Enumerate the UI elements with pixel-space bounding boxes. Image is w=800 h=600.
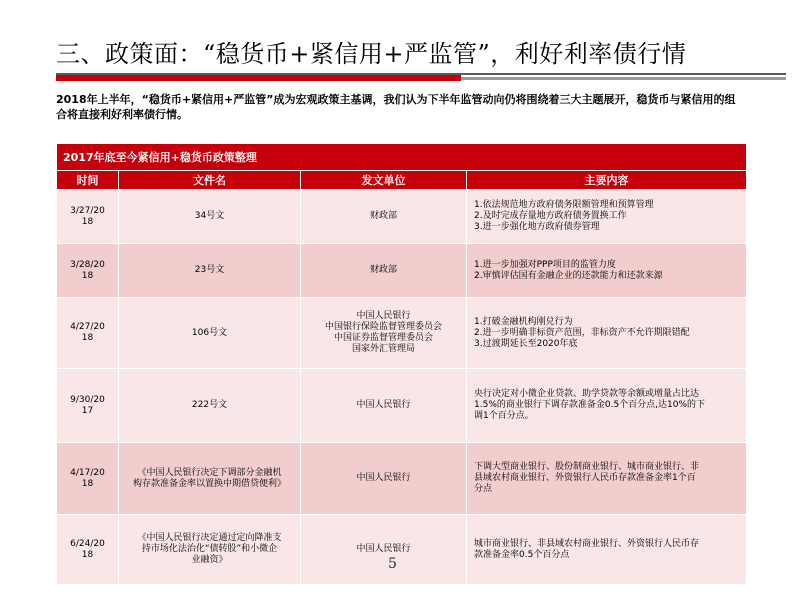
cell-content bbox=[467, 515, 747, 585]
cell-content bbox=[467, 298, 747, 369]
cell-content-line: 2.进一步明确非标资产范围，非标资产不允许期限错配 bbox=[474, 327, 690, 338]
cell-date bbox=[57, 244, 119, 298]
cell-file-line: 持市场化法治化“债转股”和小微企 bbox=[141, 544, 278, 554]
cell-issuer-line: 中国证券监督管理委员会 bbox=[333, 333, 433, 343]
cell-content bbox=[467, 369, 747, 443]
cell-content-line: 1.进一步加强对PPP项目的监管力度 bbox=[474, 259, 616, 270]
cell-content-line: 城市商业银行、非县域农村商业银行、外资银行人民币存 bbox=[474, 538, 700, 549]
cell-date-line: 18 bbox=[81, 549, 94, 560]
table-row bbox=[57, 369, 747, 443]
table-row bbox=[57, 443, 747, 515]
cell-content-line: 央行决定对小微企业贷款、助学贷款等余额或增量占比达 bbox=[474, 389, 700, 399]
cell-file-line: 34号文 bbox=[194, 211, 225, 221]
cell-file bbox=[119, 244, 301, 298]
cell-content-line: 3.进一步强化地方政府债券管理 bbox=[474, 222, 600, 232]
table-row bbox=[57, 190, 747, 244]
cell-content-line: 下调大型商业银行、股份制商业银行、城市商业银行、非 bbox=[474, 462, 700, 472]
cell-file bbox=[119, 443, 301, 515]
header-content: 主要内容 bbox=[467, 171, 747, 190]
cell-content bbox=[467, 190, 747, 244]
cell-file-line: 《中国人民银行决定下调部分金融机 bbox=[137, 467, 282, 478]
title-gray-bar bbox=[461, 77, 786, 80]
cell-issuer bbox=[301, 443, 467, 515]
cell-issuer-line: 财政部 bbox=[369, 265, 397, 275]
cell-file bbox=[119, 369, 301, 443]
cell-issuer bbox=[301, 515, 467, 585]
cell-issuer-line: 中国银行保险监督管理委员会 bbox=[324, 322, 442, 332]
table-caption: 2017年底至今紧信用+稳货币政策整理 bbox=[57, 144, 747, 171]
cell-date-line: 18 bbox=[81, 478, 94, 489]
cell-content-line: 3.过渡期延长至2020年底 bbox=[474, 338, 578, 349]
cell-issuer-line: 财政部 bbox=[369, 211, 397, 221]
cell-date-line: 4/17/20 bbox=[70, 467, 105, 478]
cell-file-line: 《中国人民银行决定通过定向降准支 bbox=[137, 533, 282, 543]
table-header-row bbox=[57, 171, 747, 190]
cell-content-line: 2.及时完成存量地方政府债务置换工作 bbox=[474, 211, 627, 221]
header-file: 文件名 bbox=[119, 171, 301, 190]
cell-issuer bbox=[301, 298, 467, 369]
cell-date-line: 9/30/20 bbox=[70, 394, 105, 405]
policy-table bbox=[56, 143, 747, 585]
cell-issuer bbox=[301, 244, 467, 298]
cell-content-line: 1.5%的商业银行下调存款准备金0.5个百分点,达10%的下 bbox=[474, 400, 706, 410]
table-row bbox=[57, 298, 747, 369]
cell-file-line: 222号文 bbox=[191, 400, 228, 410]
cell-issuer-line: 中国人民银行 bbox=[356, 473, 411, 483]
cell-content bbox=[467, 443, 747, 515]
intro-paragraph: 2018年上半年，“稳货币+紧信用+严监管”成为宏观政策主基调，我们认为下半年监管动向仍将围绕着三大主题展开，稳货币与紧信用的组合将直接利好利率债行情。 bbox=[56, 93, 736, 121]
title-accent-bar bbox=[56, 75, 461, 81]
cell-date-line: 18 bbox=[81, 270, 94, 281]
cell-date-line: 3/28/20 bbox=[70, 259, 105, 270]
cell-date-line: 17 bbox=[81, 405, 94, 416]
cell-file-line: 构存款准备金率以置换中期借贷便利》 bbox=[132, 478, 286, 489]
cell-content bbox=[467, 244, 747, 298]
cell-date bbox=[57, 369, 119, 443]
cell-content-line: 款准备金率0.5个百分点 bbox=[474, 549, 570, 560]
cell-date-line: 6/24/20 bbox=[70, 538, 105, 549]
page-title: 三、政策面：“稳货币+紧信用+严监管”，利好利率债行情 bbox=[56, 40, 687, 68]
cell-content-line: 2.审慎评估国有金融企业的还款能力和还款来源 bbox=[474, 270, 663, 281]
cell-issuer-line: 国家外汇管理局 bbox=[351, 344, 415, 354]
cell-file-line: 106号文 bbox=[191, 327, 228, 338]
cell-date bbox=[57, 443, 119, 515]
cell-date-line: 18 bbox=[81, 216, 94, 227]
header-date: 时间 bbox=[57, 171, 119, 190]
cell-content-line: 县域农村商业银行、外资银行人民币存款准备金率1个百 bbox=[474, 473, 696, 483]
cell-issuer bbox=[301, 369, 467, 443]
table-caption-row bbox=[57, 144, 747, 171]
cell-file bbox=[119, 515, 301, 585]
cell-file-line: 业融资》 bbox=[191, 555, 228, 565]
cell-issuer-line: 中国人民银行 bbox=[356, 544, 411, 554]
page-number: 5 bbox=[388, 556, 397, 572]
cell-date-line: 3/27/20 bbox=[70, 205, 105, 216]
cell-content-line: 1.依法规范地方政府债务限额管理和预算管理 bbox=[474, 200, 654, 210]
cell-date-line: 18 bbox=[81, 333, 94, 343]
table-row bbox=[57, 515, 747, 585]
cell-date bbox=[57, 190, 119, 244]
cell-date bbox=[57, 298, 119, 369]
cell-content-line: 分点 bbox=[474, 484, 493, 494]
cell-file bbox=[119, 190, 301, 244]
cell-date-line: 4/27/20 bbox=[70, 322, 105, 332]
cell-date bbox=[57, 515, 119, 585]
cell-file bbox=[119, 298, 301, 369]
cell-issuer-line: 中国人民银行 bbox=[356, 311, 411, 321]
cell-file-line: 23号文 bbox=[194, 265, 225, 275]
cell-content-line: 调1个百分点。 bbox=[474, 411, 534, 421]
table-row bbox=[57, 244, 747, 298]
cell-content-line: 1.打破金融机构刚兑行为 bbox=[474, 316, 573, 327]
cell-issuer bbox=[301, 190, 467, 244]
header-issuer: 发文单位 bbox=[301, 171, 467, 190]
cell-issuer-line: 中国人民银行 bbox=[356, 400, 411, 410]
